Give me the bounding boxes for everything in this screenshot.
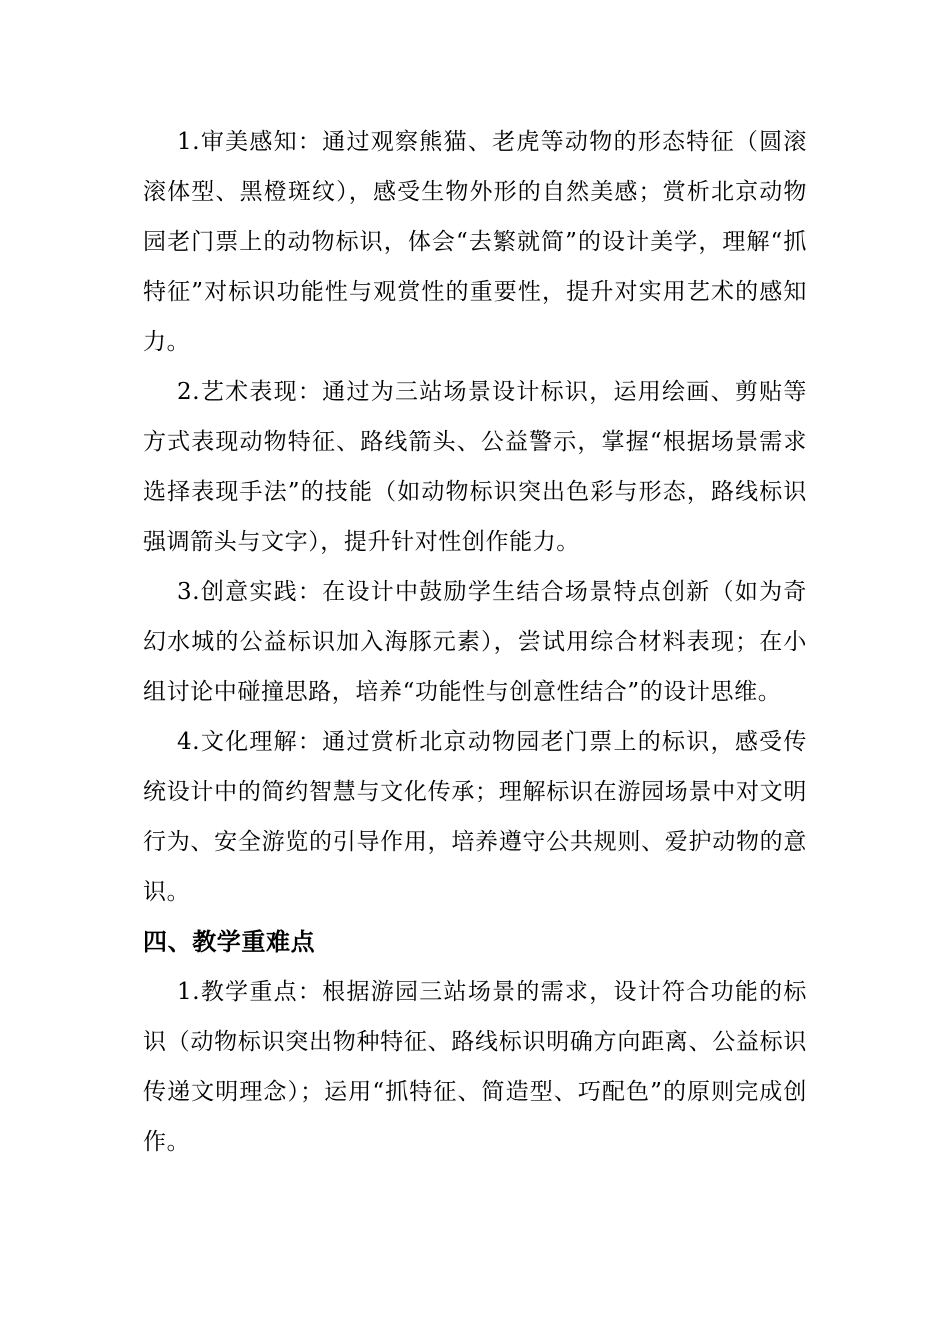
paragraph-artistic-expression: 2.艺术表现：通过为三站场景设计标识，运用绘画、剪贴等方式表现动物特征、路线箭头、公益警示，掌握“根据场景需求选择表现手法”的技能（如动物标识突出色彩与形态，路线标识强调箭头与文字），提升针对性创作能力。 xyxy=(143,379,807,555)
paragraph-aesthetic-perception: 1.审美感知：通过观察熊猫、老虎等动物的形态特征（圆滚滚体型、黑橙斑纹），感受生物外形的自然美感；赏析北京动物园老门票上的动物标识，体会“去繁就简”的设计美学，理解“抓特征”对标识功能性与观赏性的重要性，提升对实用艺术的感知力。 xyxy=(143,129,807,355)
paragraph-cultural-understanding: 4.文化理解：通过赏析北京动物园老门票上的标识，感受传统设计中的简约智慧与文化传承；理解标识在游园场景中对文明行为、安全游览的引导作用，培养遵守公共规则、爱护动物的意识。 xyxy=(143,729,807,905)
paragraph-creative-practice: 3.创意实践：在设计中鼓励学生结合场景特点创新（如为奇幻水城的公益标识加入海豚元素），尝试用综合材料表现；在小组讨论中碰撞思路，培养“功能性与创意性结合”的设计思维。 xyxy=(143,579,807,705)
paragraph-teaching-focus: 1.教学重点：根据游园三站场景的需求，设计符合功能的标识（动物标识突出物种特征、路线标识明确方向距离、公益标识传递文明理念）；运用“抓特征、简造型、巧配色”的原则完成创作。 xyxy=(143,979,807,1155)
document-page xyxy=(143,117,807,1167)
section-heading-key-points: 四、教学重难点 xyxy=(143,928,316,956)
